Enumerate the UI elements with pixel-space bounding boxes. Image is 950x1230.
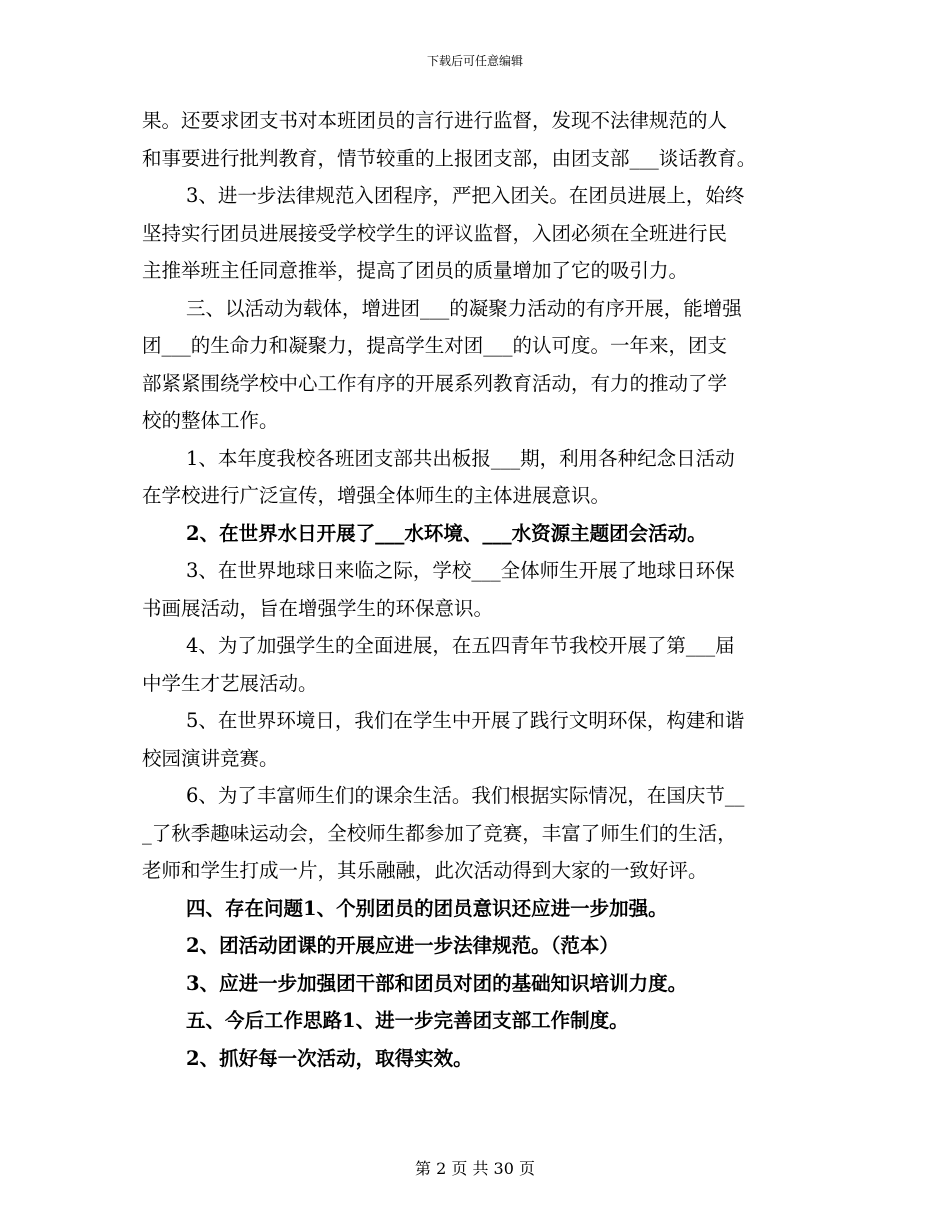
text-line: 3、应进一步加强团干部和团员对团的基础知识培训力度。	[186, 971, 688, 995]
text-line: 1、本年度我校各班团支部共出板报___期，利用各种纪念日活动	[186, 446, 735, 470]
text-line: 果。还要求团支书对本班团员的言行进行监督，发现不法律规范的人	[142, 109, 728, 132]
text-line: 3、在世界地球日来临之际，学校___全体师生开展了地球日环保	[186, 559, 735, 582]
text-line: _了秋季趣味运动会，全校师生都参加了竞赛，丰富了师生们的生活，	[142, 821, 737, 845]
text-line: 和事要进行批判教育，情节较重的上报团支部，由团支部___谈话教育。	[142, 146, 757, 170]
text-line: 四、存在问题1、个别团员的团员意识还应进一步加强。	[186, 896, 668, 920]
text-line: 在学校进行广泛宣传，增强全体师生的主体进展意识。	[142, 484, 611, 507]
text-line: 3、进一步法律规范入团程序，严把入团关。在团员进展上，始终	[186, 184, 745, 207]
text-line: 三、以活动为载体，增进团___的凝聚力活动的有序开展，能增强	[186, 296, 742, 320]
text-line: 团___的生命力和凝聚力，提高学生对团___的认可度。一年来，团支	[142, 334, 728, 357]
text-line: 主推举班主任同意推举，提高了团员的质量增加了它的吸引力。	[142, 259, 689, 282]
text-line: 2、团活动团课的开展应进一步法律规范。（范本）	[186, 934, 619, 957]
text-line: 4、为了加强学生的全面进展，在五四青年节我校开展了第___届	[186, 634, 735, 657]
text-line: 2、在世界水日开展了___水环境、___水资源主题团会活动。	[186, 521, 707, 545]
page-header: 下载后可任意编辑	[426, 54, 523, 68]
text-line: 6、为了丰富师生们的课余生活。我们根据实际情况，在国庆节__	[186, 784, 745, 807]
text-line: 校的整体工作。	[142, 409, 279, 432]
text-line: 2、抓好每一次活动，取得实效。	[186, 1046, 473, 1070]
text-line: 书画展活动，旨在增强学生的环保意识。	[142, 596, 494, 620]
page-footer: 第 2 页 共 30 页	[415, 1159, 535, 1178]
text-line: 中学生才艺展活动。	[142, 671, 318, 695]
text-line: 5、在世界环境日，我们在学生中开展了践行文明环保，构建和谐	[186, 709, 745, 732]
text-line: 老师和学生打成一片，其乐融融，此次活动得到大家的一致好评。	[142, 859, 708, 882]
text-line: 五、今后工作思路1、进一步完善团支部工作制度。	[186, 1009, 629, 1032]
text-line: 校园演讲竞赛。	[142, 746, 279, 770]
text-line: 坚持实行团员进展接受学校学生的评议监督，入团必须在全班进行民	[142, 221, 728, 245]
text-line: 部紧紧围绕学校中心工作有序的开展系列教育活动，有力的推动了学	[142, 371, 728, 395]
document-body	[142, 102, 812, 1077]
